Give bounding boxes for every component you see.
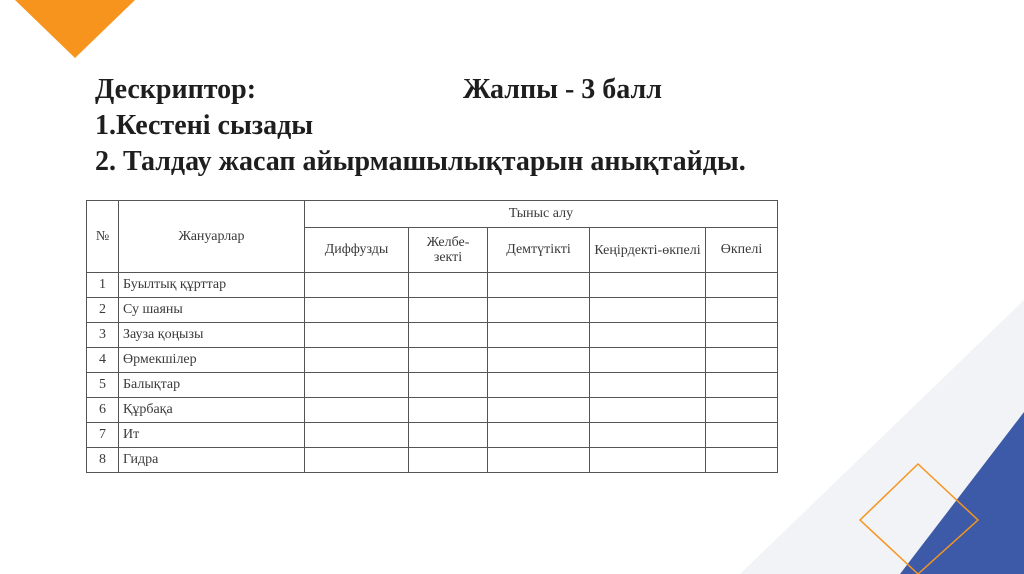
table-row (87, 448, 778, 473)
table-cell (488, 373, 590, 398)
respiration-table (86, 200, 778, 473)
table-cell (590, 423, 706, 448)
table-cell (590, 323, 706, 348)
animal-name: Буылтық құрттар (119, 273, 305, 298)
descriptor-block (95, 72, 746, 180)
subheader-lung: Өкпелі (706, 228, 778, 273)
table-cell (590, 298, 706, 323)
subheader-gills: Желбе-зекті (409, 228, 488, 273)
light-gray-band (740, 300, 1024, 574)
table-cell (305, 348, 409, 373)
col-header-animals: Жануарлар (119, 201, 305, 273)
row-number: 4 (87, 348, 119, 373)
descriptor-line (95, 72, 746, 108)
table-cell (488, 398, 590, 423)
table-row (87, 398, 778, 423)
table-cell (488, 348, 590, 373)
table-cell (706, 273, 778, 298)
group-header-respiration: Тыныс алу (305, 201, 778, 228)
table-cell (305, 398, 409, 423)
table-cell (488, 298, 590, 323)
table-cell (409, 298, 488, 323)
row-number: 7 (87, 423, 119, 448)
table-cell (706, 298, 778, 323)
table-row (87, 273, 778, 298)
table-cell (409, 273, 488, 298)
row-number: 8 (87, 448, 119, 473)
subheader-diffuse: Диффузды (305, 228, 409, 273)
table-row (87, 373, 778, 398)
row-number: 1 (87, 273, 119, 298)
table-cell (409, 348, 488, 373)
table-cell (706, 448, 778, 473)
table-cell (305, 423, 409, 448)
table-cell (409, 398, 488, 423)
table-cell (706, 373, 778, 398)
animal-name: Ит (119, 423, 305, 448)
subheader-tracheal-lung: Кеңірдекті-өкпелі (590, 228, 706, 273)
table-cell (590, 398, 706, 423)
animal-name: Зауза қоңызы (119, 323, 305, 348)
descriptor-label: Дескриптор: (95, 74, 257, 105)
table-cell (305, 323, 409, 348)
table-cell (409, 323, 488, 348)
col-header-number: № (87, 201, 119, 273)
table-cell (305, 373, 409, 398)
row-number: 3 (87, 323, 119, 348)
table-cell (305, 273, 409, 298)
table-cell (488, 323, 590, 348)
table-row (87, 423, 778, 448)
row-number: 6 (87, 398, 119, 423)
table-cell (590, 373, 706, 398)
orange-corner-triangle (15, 0, 135, 58)
animal-name: Құрбақа (119, 398, 305, 423)
row-number: 2 (87, 298, 119, 323)
animal-name: Балықтар (119, 373, 305, 398)
table-cell (706, 348, 778, 373)
animal-name: Өрмекшілер (119, 348, 305, 373)
descriptor-item-2: 2. Талдау жасап айырмашылықтарын анықтайды. (95, 146, 746, 177)
total-score: Жалпы - 3 балл (463, 74, 662, 105)
animal-name: Гидра (119, 448, 305, 473)
row-number: 5 (87, 373, 119, 398)
table-cell (590, 273, 706, 298)
table-cell (409, 423, 488, 448)
animal-name: Су шаяны (119, 298, 305, 323)
table-cell (590, 448, 706, 473)
table-cell (706, 423, 778, 448)
blue-triangle (900, 412, 1024, 574)
table-cell (409, 448, 488, 473)
orange-outline-diamond (860, 464, 978, 574)
table-cell (305, 448, 409, 473)
table-row (87, 323, 778, 348)
table-cell (488, 273, 590, 298)
table-cell (488, 423, 590, 448)
table-cell (706, 398, 778, 423)
table-cell (706, 323, 778, 348)
table-cell (305, 298, 409, 323)
table-row (87, 348, 778, 373)
table-cell (590, 348, 706, 373)
descriptor-item-1: 1.Кестені сызады (95, 110, 314, 141)
table-cell (488, 448, 590, 473)
table-cell (409, 373, 488, 398)
table-row (87, 298, 778, 323)
subheader-skin: Демтүтікті (488, 228, 590, 273)
